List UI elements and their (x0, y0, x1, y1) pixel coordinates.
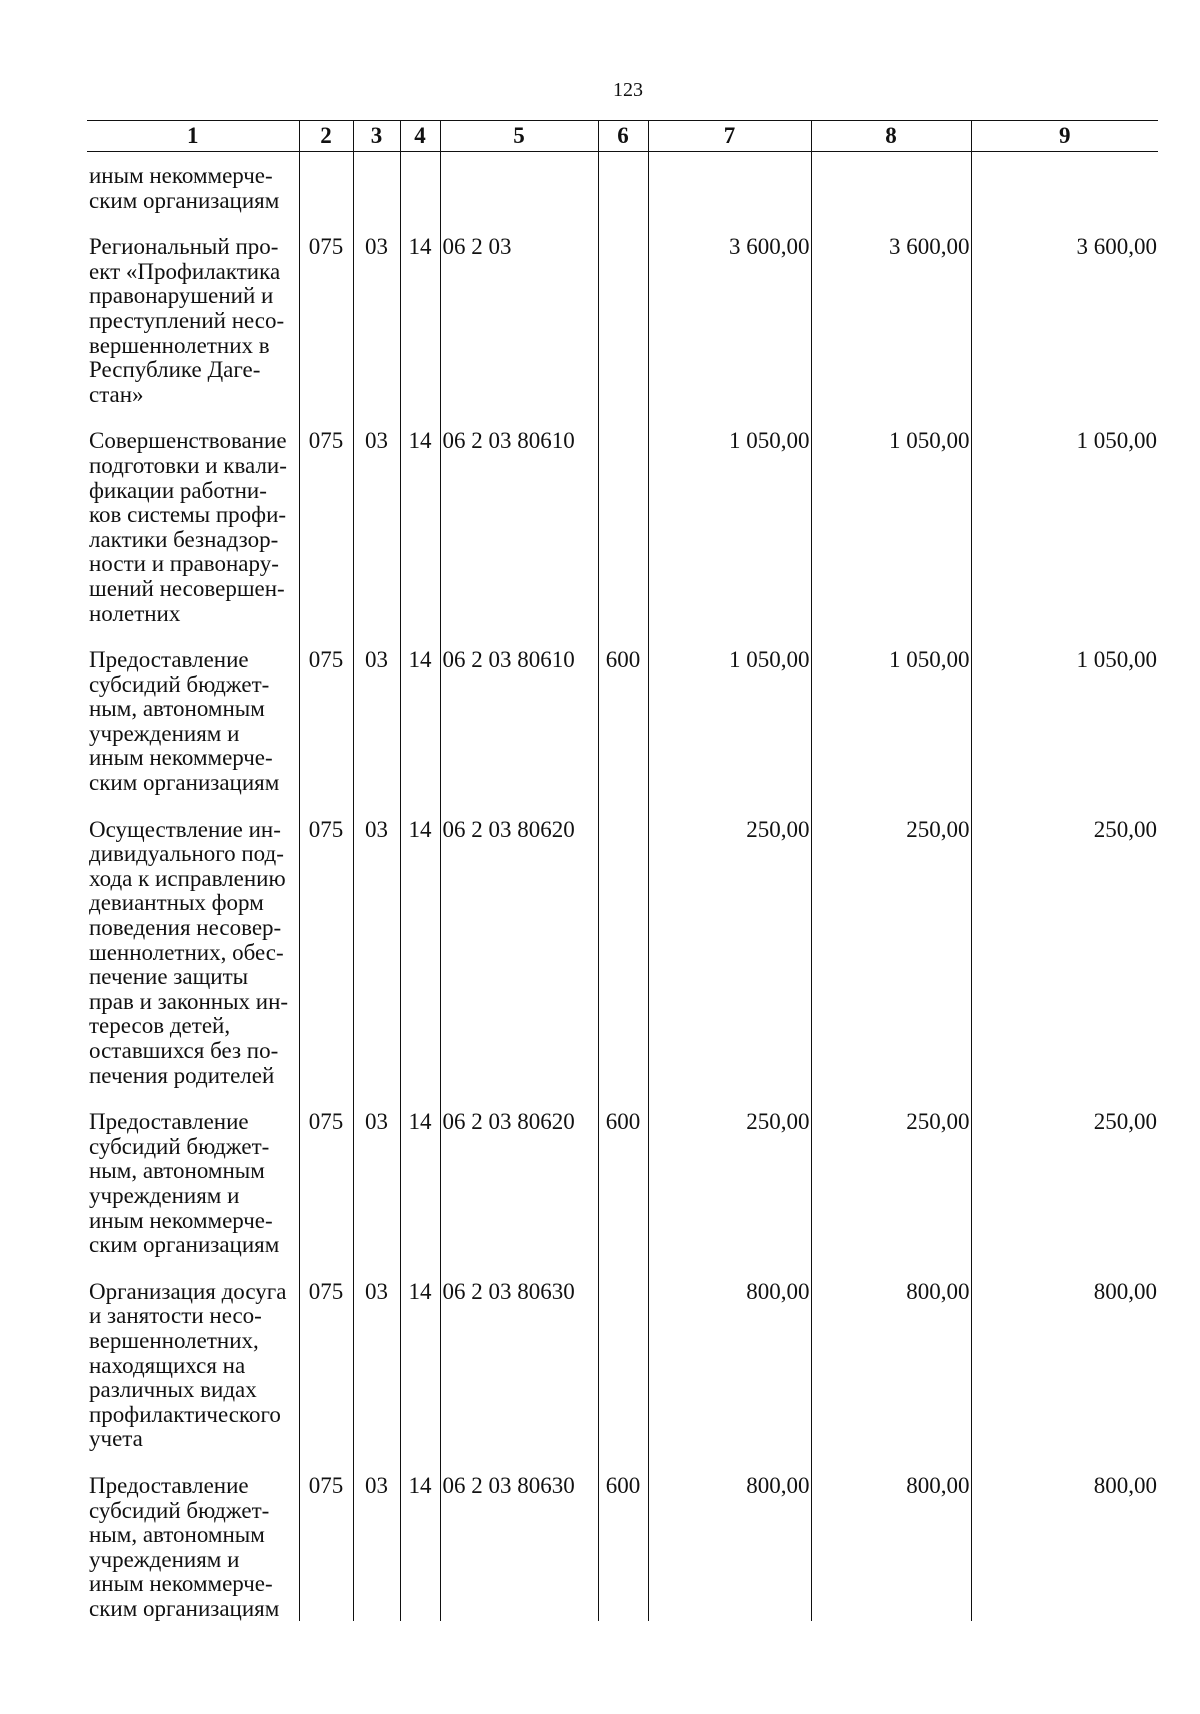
row-name-cell: Предоставление субсидий бюджет- ным, автономным учреждениям и иным некоммерче- ским организациям (87, 1100, 299, 1270)
header-col-8: 8 (811, 121, 971, 152)
row-sum-col9-cell: 250,00 (971, 1100, 1158, 1270)
row-sum-col7-cell: 1 050,00 (648, 638, 811, 808)
row-target-article-cell: 06 2 03 80630 (440, 1270, 598, 1464)
budget-table (87, 120, 1158, 1621)
header-col-4: 4 (400, 121, 440, 152)
row-ministry-code-cell: 075 (299, 808, 353, 1101)
row-ministry-code-cell (299, 152, 353, 226)
row-ministry-code-cell: 075 (299, 1100, 353, 1270)
page-number: 123 (613, 79, 643, 101)
table-header (87, 121, 1158, 152)
row-sum-col7-cell: 1 050,00 (648, 419, 811, 638)
row-expense-type-cell (598, 419, 648, 638)
header-col-9: 9 (971, 121, 1158, 152)
row-ministry-code-cell: 075 (299, 638, 353, 808)
row-target-article-cell: 06 2 03 (440, 225, 598, 419)
row-sum-col8-cell: 800,00 (811, 1464, 971, 1622)
row-name-cell: Организация досуга и занятости несо- вершеннолетних, находящихся на различных видах профилактического учета (87, 1270, 299, 1464)
row-sum-col8-cell: 800,00 (811, 1270, 971, 1464)
row-name-cell: Совершенствование подготовки и квали- фикации работни- ков системы профи- лактики безнадзор- ности и правонару- шений несовершен- нолетних (87, 419, 299, 638)
row-subsection-cell: 14 (400, 225, 440, 419)
row-target-article-cell: 06 2 03 80630 (440, 1464, 598, 1622)
row-subsection-cell: 14 (400, 1100, 440, 1270)
row-expense-type-cell: 600 (598, 1464, 648, 1622)
row-sum-col9-cell: 3 600,00 (971, 225, 1158, 419)
header-col-3: 3 (353, 121, 400, 152)
row-subsection-cell: 14 (400, 1270, 440, 1464)
header-col-6: 6 (598, 121, 648, 152)
row-section-cell: 03 (353, 225, 400, 419)
table-row (87, 225, 1158, 419)
row-sum-col7-cell: 250,00 (648, 808, 811, 1101)
table-row (87, 152, 1158, 226)
row-target-article-cell: 06 2 03 80620 (440, 808, 598, 1101)
row-section-cell: 03 (353, 1464, 400, 1622)
header-col-5: 5 (440, 121, 598, 152)
row-subsection-cell: 14 (400, 808, 440, 1101)
table-body (87, 152, 1158, 1622)
row-section-cell: 03 (353, 808, 400, 1101)
row-section-cell: 03 (353, 419, 400, 638)
table-row (87, 638, 1158, 808)
row-section-cell: 03 (353, 638, 400, 808)
row-sum-col9-cell: 800,00 (971, 1270, 1158, 1464)
row-sum-col7-cell (648, 152, 811, 226)
row-sum-col8-cell: 250,00 (811, 808, 971, 1101)
row-sum-col7-cell: 800,00 (648, 1464, 811, 1622)
row-name-cell: Региональный про- ект «Профилактика правонарушений и преступлений несо- вершеннолетних в Республике Даге- стан» (87, 225, 299, 419)
row-ministry-code-cell: 075 (299, 1270, 353, 1464)
row-expense-type-cell (598, 152, 648, 226)
row-sum-col7-cell: 3 600,00 (648, 225, 811, 419)
row-section-cell: 03 (353, 1270, 400, 1464)
row-name-cell: Осуществление ин- дивидуального под- хода к исправлению девиантных форм поведения несовер- шеннолетних, обес- печение защиты прав и законных ин- тересов детей, оставшихся без по- печения родителей (87, 808, 299, 1101)
row-subsection-cell (400, 152, 440, 226)
row-expense-type-cell: 600 (598, 1100, 648, 1270)
row-sum-col8-cell: 250,00 (811, 1100, 971, 1270)
row-ministry-code-cell: 075 (299, 419, 353, 638)
row-target-article-cell (440, 152, 598, 226)
row-sum-col8-cell (811, 152, 971, 226)
row-sum-col9-cell (971, 152, 1158, 226)
row-sum-col9-cell: 800,00 (971, 1464, 1158, 1622)
row-expense-type-cell (598, 225, 648, 419)
row-name-cell: Предоставление субсидий бюджет- ным, автономным учреждениям и иным некоммерче- ским организациям (87, 638, 299, 808)
row-sum-col9-cell: 1 050,00 (971, 638, 1158, 808)
row-sum-col8-cell: 1 050,00 (811, 638, 971, 808)
header-row (87, 121, 1158, 152)
row-sum-col8-cell: 1 050,00 (811, 419, 971, 638)
row-section-cell: 03 (353, 1100, 400, 1270)
table-row (87, 1270, 1158, 1464)
row-sum-col9-cell: 1 050,00 (971, 419, 1158, 638)
row-name-cell: Предоставление субсидий бюджет- ным, автономным учреждениям и иным некоммерче- ским организациям (87, 1464, 299, 1622)
row-section-cell (353, 152, 400, 226)
table-row (87, 808, 1158, 1101)
row-subsection-cell: 14 (400, 1464, 440, 1622)
table-row (87, 1100, 1158, 1270)
row-name-cell: иным некоммерче- ским организациям (87, 152, 299, 226)
row-expense-type-cell (598, 808, 648, 1101)
row-ministry-code-cell: 075 (299, 1464, 353, 1622)
table-row (87, 1464, 1158, 1622)
header-col-2: 2 (299, 121, 353, 152)
row-sum-col9-cell: 250,00 (971, 808, 1158, 1101)
row-sum-col7-cell: 800,00 (648, 1270, 811, 1464)
row-sum-col7-cell: 250,00 (648, 1100, 811, 1270)
row-subsection-cell: 14 (400, 419, 440, 638)
row-sum-col8-cell: 3 600,00 (811, 225, 971, 419)
row-target-article-cell: 06 2 03 80610 (440, 419, 598, 638)
row-target-article-cell: 06 2 03 80610 (440, 638, 598, 808)
row-target-article-cell: 06 2 03 80620 (440, 1100, 598, 1270)
row-expense-type-cell: 600 (598, 638, 648, 808)
row-ministry-code-cell: 075 (299, 225, 353, 419)
header-col-7: 7 (648, 121, 811, 152)
row-expense-type-cell (598, 1270, 648, 1464)
table-row (87, 419, 1158, 638)
header-col-1: 1 (87, 121, 299, 152)
row-subsection-cell: 14 (400, 638, 440, 808)
